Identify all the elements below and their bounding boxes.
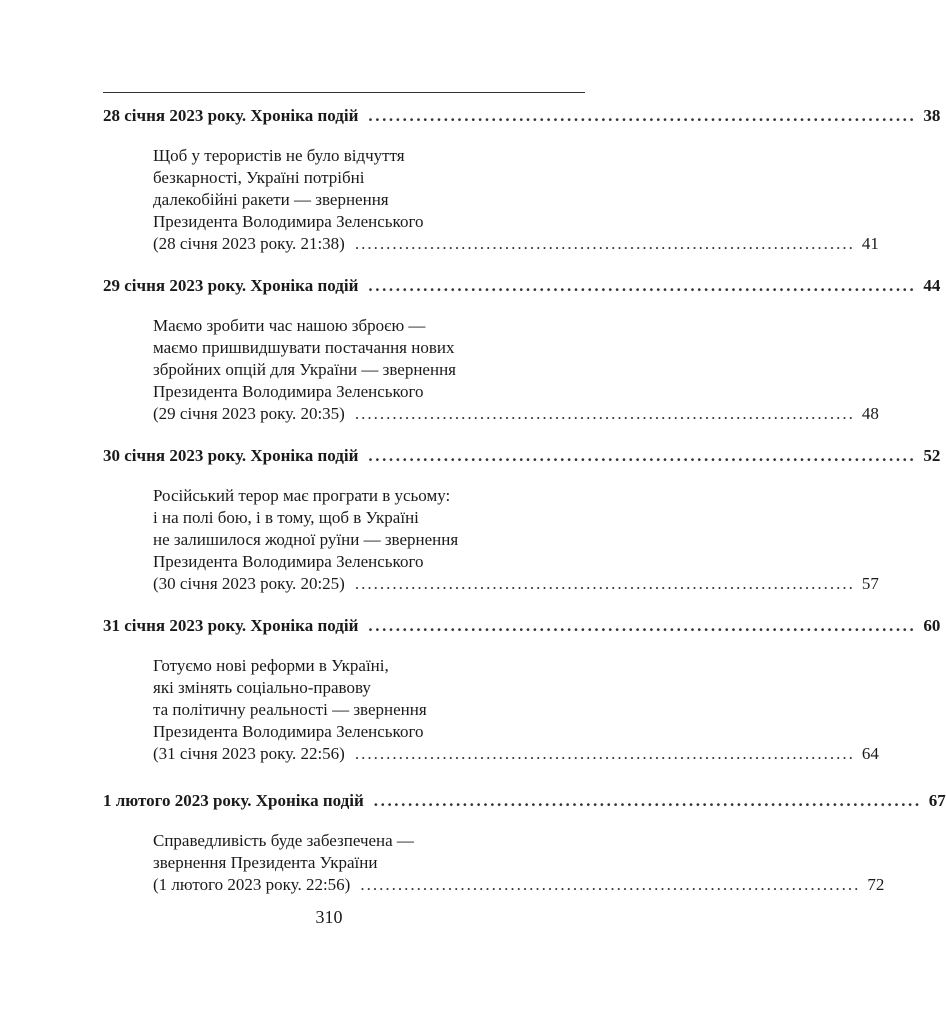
- page-number: 310: [315, 907, 343, 927]
- heading-title: 28 січня 2023 року. Хроніка подій: [103, 106, 359, 125]
- dot-leader: ................................................................................: [360, 875, 861, 894]
- toc-heading[interactable]: [103, 790, 946, 812]
- entry-line: Президента Володимира Зеленського: [153, 382, 424, 401]
- entry-line: Російський терор має програти в усьому:: [153, 486, 451, 505]
- entry-line: і на полі бою, і в тому, щоб в Україні: [153, 508, 419, 527]
- toc-entry[interactable]: [153, 315, 879, 425]
- toc-section: [103, 275, 941, 425]
- heading-title: 1 лютого 2023 року. Хроніка подій: [103, 791, 364, 810]
- entry-date: (28 січня 2023 року. 21:38): [153, 234, 345, 253]
- entry-line: звернення Президента України: [153, 853, 378, 872]
- dot-leader: ................................................................................: [354, 404, 855, 423]
- dot-leader: ................................................................................: [368, 106, 917, 125]
- entry-line: Справедливість буде забезпечена —: [153, 831, 414, 850]
- entry-date: (1 лютого 2023 року. 22:56): [153, 875, 351, 894]
- entry-page-number: 48: [861, 404, 879, 423]
- entry-page-number: 64: [861, 744, 879, 763]
- entry-last-line: [153, 874, 885, 896]
- toc-section: [103, 445, 941, 595]
- toc-heading[interactable]: [103, 615, 941, 637]
- toc-entry[interactable]: [153, 485, 879, 595]
- entry-line: далекобійні ракети — звернення: [153, 190, 389, 209]
- dot-leader: ................................................................................: [368, 616, 917, 635]
- heading-title: 30 січня 2023 року. Хроніка подій: [103, 446, 359, 465]
- dot-leader: ................................................................................: [373, 791, 922, 810]
- entry-last-line: [153, 573, 879, 595]
- entry-last-line: [153, 403, 879, 425]
- dot-leader: ................................................................................: [354, 234, 855, 253]
- entry-line: Президента Володимира Зеленського: [153, 552, 424, 571]
- heading-page-number: 52: [923, 446, 941, 465]
- entry-line: не залишилося жодної руїни — звернення: [153, 530, 459, 549]
- heading-page-number: 60: [923, 616, 941, 635]
- entry-line: Президента Володимира Зеленського: [153, 212, 424, 231]
- toc-entry[interactable]: [153, 145, 879, 255]
- entry-last-line: [153, 233, 879, 255]
- heading-page-number: 38: [923, 106, 941, 125]
- entry-line: безкарності, Україні потрібні: [153, 168, 365, 187]
- entry-line: Маємо зробити час нашою зброєю —: [153, 316, 426, 335]
- heading-page-number: 44: [923, 276, 941, 295]
- heading-title: 31 січня 2023 року. Хроніка подій: [103, 616, 359, 635]
- entry-line: та політичну реальності — звернення: [153, 700, 427, 719]
- top-rule: [103, 92, 585, 93]
- entry-line: маємо пришвидшувати постачання нових: [153, 338, 455, 357]
- dot-leader: ................................................................................: [368, 276, 917, 295]
- entry-line: збройних опцій для України — звернення: [153, 360, 456, 379]
- toc-heading[interactable]: [103, 275, 941, 297]
- dot-leader: ................................................................................: [354, 744, 855, 763]
- entry-page-number: 72: [867, 875, 885, 894]
- toc-section: [103, 790, 946, 896]
- entry-line: Щоб у терористів не було відчуття: [153, 146, 405, 165]
- entry-line: Президента Володимира Зеленського: [153, 722, 424, 741]
- entry-date: (31 січня 2023 року. 22:56): [153, 744, 345, 763]
- heading-page-number: 67: [928, 791, 946, 810]
- heading-title: 29 січня 2023 року. Хроніка подій: [103, 276, 359, 295]
- entry-date: (30 січня 2023 року. 20:25): [153, 574, 345, 593]
- entry-line: Готуємо нові реформи в Україні,: [153, 656, 389, 675]
- entry-page-number: 41: [861, 234, 879, 253]
- entry-page-number: 57: [861, 574, 879, 593]
- entry-line: які змінять соціально-правову: [153, 678, 371, 697]
- toc-section: [103, 105, 941, 255]
- entry-date: (29 січня 2023 року. 20:35): [153, 404, 345, 423]
- toc-entry[interactable]: [153, 655, 879, 765]
- toc-heading[interactable]: [103, 445, 941, 467]
- dot-leader: ................................................................................: [368, 446, 917, 465]
- entry-last-line: [153, 743, 879, 765]
- dot-leader: ................................................................................: [354, 574, 855, 593]
- toc-section: [103, 615, 941, 765]
- toc-heading[interactable]: [103, 105, 941, 127]
- toc-entry[interactable]: [153, 830, 885, 896]
